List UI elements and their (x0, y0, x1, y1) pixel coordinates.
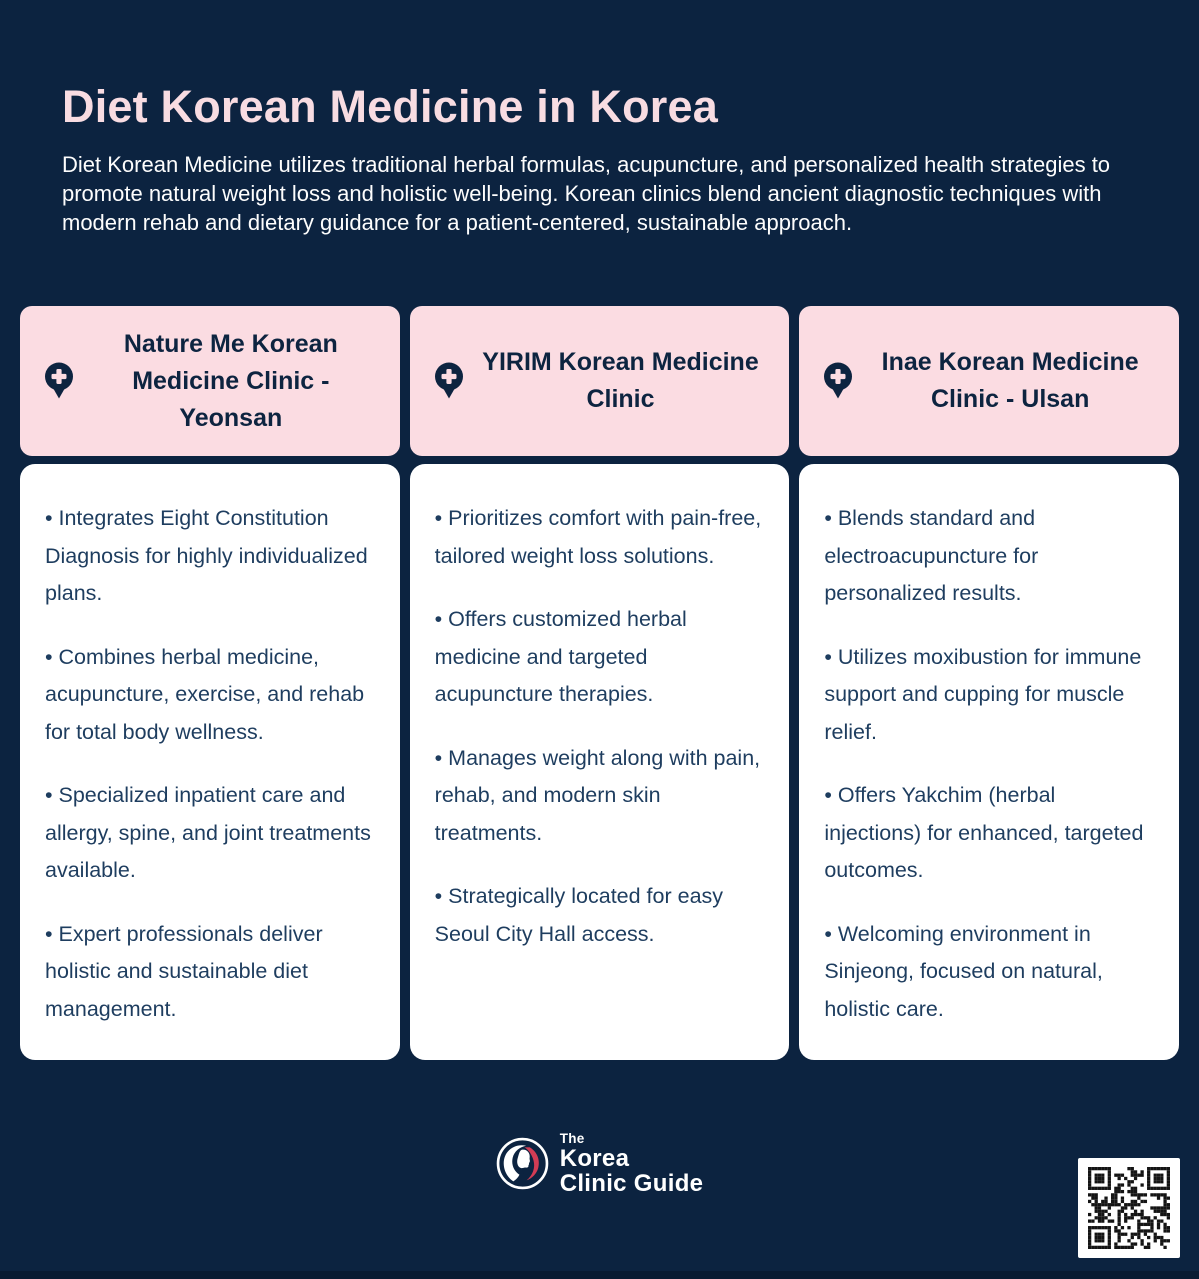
qr-code (1078, 1158, 1180, 1258)
clinic-header-card (20, 306, 400, 456)
clinic-body-row (20, 464, 1179, 1060)
clinic-bullet: • Utilizes moxibustion for immune support and cupping for muscle relief. (824, 644, 1142, 744)
clinic-body-card (20, 464, 400, 1060)
korea-clinic-guide-emblem-icon (496, 1137, 549, 1190)
logo-line-korea: Korea (559, 1145, 630, 1172)
clinic-header-card (799, 306, 1179, 456)
clinic-header-row (20, 306, 1179, 456)
clinic-bullet: • Offers Yakchim (herbal injections) for enhanced, targeted outcomes. (824, 783, 1144, 882)
hero-section (0, 0, 1199, 237)
logo-line-the: The (559, 1131, 585, 1146)
bottom-edge-strip (0, 1271, 1199, 1279)
clinic-name: Inae Korean Medicine Clinic - Ulsan (881, 348, 1139, 413)
page-intro: Diet Korean Medicine utilizes traditional herbal formulas, acupuncture, and personalized health strategies to promote natural weight loss and holistic well-being. Korean clinics blend ancient diagnostic techniques with modern rehab and dietary guidance for a patient-centered, sustainable approach. (62, 152, 1111, 235)
page-title: Diet Korean Medicine in Korea (62, 81, 718, 132)
clinic-body-card (799, 464, 1179, 1060)
clinic-body-card (410, 464, 790, 1060)
clinic-name: Nature Me Korean Medicine Clinic - Yeonsan (123, 329, 338, 432)
clinic-bullet: • Integrates Eight Constitution Diagnosis for highly individualized plans. (45, 506, 368, 605)
medical-location-pin-icon (434, 363, 464, 400)
korea-clinic-guide-logo (496, 1131, 704, 1196)
clinic-bullet: • Manages weight along with pain, rehab, and modern skin treatments. (434, 745, 761, 845)
medical-location-pin-icon (44, 363, 74, 400)
clinic-name: YIRIM Korean Medicine Clinic (482, 348, 759, 413)
clinic-header-card (410, 306, 790, 456)
clinic-bullet: • Offers customized herbal medicine and targeted acupuncture therapies. (434, 607, 687, 706)
medical-location-pin-icon (823, 363, 853, 400)
clinic-bullet: • Welcoming environment in Sinjeong, focused on natural, holistic care. (824, 921, 1103, 1021)
logo-line-clinic-guide: Clinic Guide (559, 1170, 704, 1197)
clinic-bullet: • Expert professionals deliver holistic and sustainable diet management. (45, 921, 323, 1021)
footer (0, 1131, 1199, 1196)
clinic-bullet: • Combines herbal medicine, acupuncture, exercise, and rehab for total body wellness. (45, 644, 365, 744)
logo-text (560, 1131, 704, 1196)
clinic-bullet: • Prioritizes comfort with pain-free, tailored weight loss solutions. (434, 506, 762, 568)
clinic-bullet: • Blends standard and electroacupuncture for personalized results. (824, 506, 1039, 605)
clinic-bullet: • Strategically located for easy Seoul City Hall access. (434, 884, 724, 946)
clinic-bullet: • Specialized inpatient care and allergy, spine, and joint treatments available. (45, 783, 371, 882)
